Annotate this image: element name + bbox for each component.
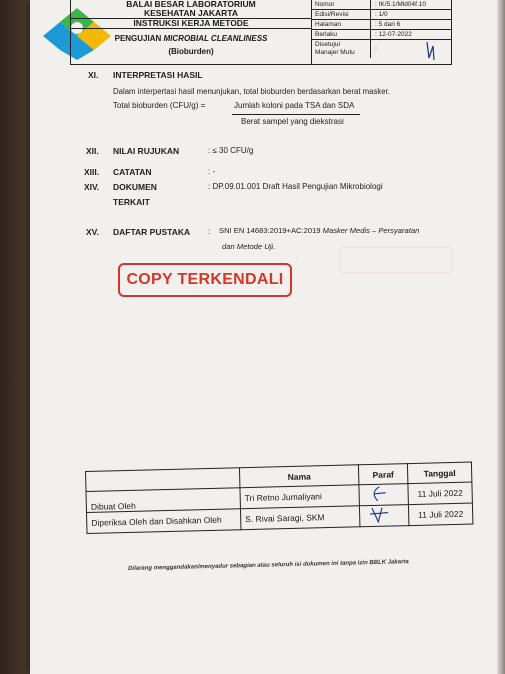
section-xi-number: XI. bbox=[88, 70, 99, 80]
row-name: S. Rivai Saragi, SKM bbox=[240, 506, 359, 530]
section-xiv-number: XIV. bbox=[84, 182, 100, 192]
approval-colon: : bbox=[375, 45, 377, 52]
approval-table bbox=[85, 462, 473, 534]
doc-type: INSTRUKSI KERJA METODE bbox=[71, 19, 311, 29]
paraf-signature-icon bbox=[364, 505, 394, 524]
section-xi-text: Dalam interpertasi hasil menunjukan, total bioburden berdasarkan berat masker. bbox=[113, 87, 390, 96]
approval-label-1: Disetujui bbox=[315, 41, 340, 48]
document-header-table bbox=[70, 0, 452, 65]
row-role: Dibuat Oleh bbox=[86, 488, 240, 513]
approval-label-2: Manajer Mutu bbox=[315, 49, 355, 56]
row-paraf bbox=[359, 484, 408, 506]
section-xv-value-1: SNI EN 14683:2019+AC:2019 Masker Medis – Persyaratan bbox=[219, 226, 420, 235]
section-xiv-value: : DP.09.01.001 Draft Hasil Pengujian Mikrobiologi bbox=[208, 182, 383, 191]
org-line-1: BALAI BESAR LABORATORIUM bbox=[126, 0, 256, 9]
manager-signature-icon bbox=[424, 40, 438, 62]
formula-left: Total bioburden (CFU/g) = bbox=[113, 101, 206, 110]
footer-disclaimer: Dilarang menggandakan/menyadur sebagian atau seluruh isi dokumen ini tanpa izin BBLK Jakarta bbox=[128, 559, 409, 572]
title-suffix: (Bioburden) bbox=[168, 47, 214, 56]
field-halaman: Halaman : 5 dari 6 bbox=[312, 20, 451, 30]
photo-background-left bbox=[0, 0, 30, 674]
row-role: Diperiksa Oleh dan Disahkan Oleh bbox=[87, 509, 241, 534]
section-xv-title: DAFTAR PUSTAKA bbox=[113, 227, 191, 237]
section-xiv-title-2: TERKAIT bbox=[113, 197, 150, 207]
section-xii-number: XII. bbox=[86, 146, 99, 156]
paraf-signature-icon bbox=[363, 484, 393, 503]
section-xv-number: XV. bbox=[86, 227, 99, 237]
doc-title bbox=[71, 29, 311, 57]
copy-controlled-stamp: COPY TERKENDALI bbox=[118, 263, 292, 297]
row-date: 11 Juli 2022 bbox=[408, 482, 472, 505]
table-header-paraf: Paraf bbox=[358, 464, 407, 485]
section-xv-value-2: dan Metode Uji. bbox=[222, 242, 276, 251]
section-xiii-title: CATATAN bbox=[113, 167, 152, 177]
section-xiii-value: : - bbox=[208, 167, 216, 176]
formula-denominator: Berat sampel yang diekstrasi bbox=[241, 117, 344, 126]
photo-background-right bbox=[497, 0, 505, 674]
table-header-tanggal: Tanggal bbox=[407, 462, 471, 484]
row-date: 11 Juli 2022 bbox=[408, 503, 472, 526]
title-italic: MICROBIAL CLEANLINESS bbox=[163, 34, 268, 43]
section-xii-title: NILAI RUJUKAN bbox=[113, 146, 180, 156]
ghost-stamp-bleed bbox=[340, 247, 452, 273]
org-name bbox=[71, 0, 311, 19]
section-xii-value: : ≤ 30 CFU/g bbox=[208, 146, 254, 155]
row-paraf bbox=[359, 505, 408, 527]
header-title-block bbox=[71, 0, 312, 64]
org-line-2: KESEHATAN JAKARTA bbox=[144, 8, 238, 18]
row-name: Tri Retno Jumaliyani bbox=[240, 485, 359, 509]
field-nomor: Nomor : IK/5.1/Mld04f.10 bbox=[312, 0, 451, 10]
section-xiii-number: XIII. bbox=[84, 167, 100, 177]
section-xv-colon: : bbox=[208, 227, 211, 236]
section-xiv-title-1: DOKUMEN bbox=[113, 182, 157, 192]
formula-fraction-line bbox=[232, 114, 360, 115]
table-header-name: Nama bbox=[239, 465, 358, 488]
section-xi-title: INTERPRETASI HASIL bbox=[113, 70, 203, 80]
field-berlaku: Berlaku : 12-07-2022 bbox=[312, 30, 451, 40]
title-prefix: PENGUJIAN bbox=[114, 34, 164, 43]
formula-numerator: Jumlah koloni pada TSA dan SDA bbox=[234, 101, 355, 110]
field-edisi: Edisi/Revisi : 1/0 bbox=[312, 10, 451, 20]
